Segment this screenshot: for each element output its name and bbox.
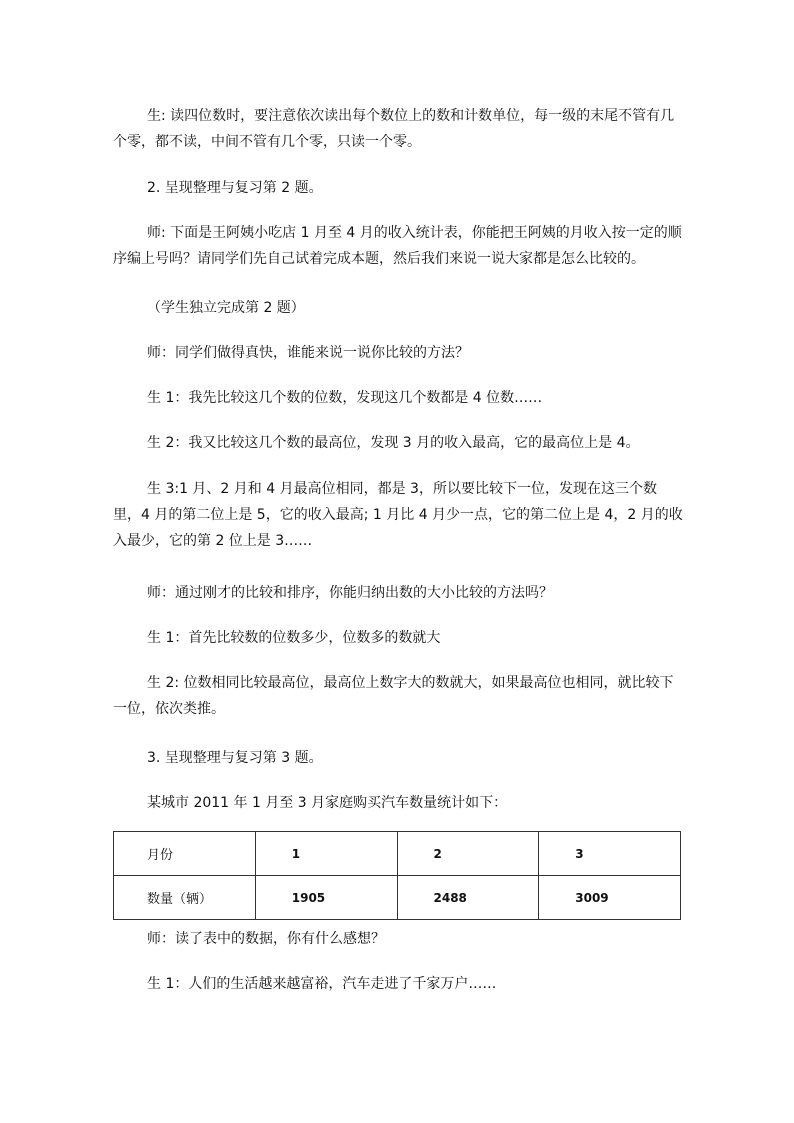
paragraph-section-2-heading: 2. 呈现整理与复习第 2 题。 — [147, 180, 323, 196]
paragraph-car-stats-intro: 某城市 2011 年 1 月至 3 月家庭购买汽车数量统计如下： — [147, 795, 508, 811]
table-cell: 1905 — [255, 876, 397, 920]
paragraph-teacher-income-question: 师: 下面是王阿姨小吃店 1 月至 4 月的收入统计表，你能把王阿姨的月收入按一定的顺序编上号吗？请同学们先自己试着完成本题，然后我们来说一说大家都是怎么比较的。 — [113, 225, 682, 267]
table-cell: 数量（辆） — [114, 876, 256, 920]
paragraph-student3-compare: 生 3:1 月、2 月和 4 月最高位相同，都是 3，所以要比较下一位，发现在这三个数里，4 月的第二位上是 5，它的收入最高; 1 月比 4 月少一点，它的第二位上是 4，2 月的收入最少，它的第 2 位上是 3…… — [113, 481, 683, 549]
table-header-cell: 3 — [539, 832, 681, 876]
paragraph-teacher-ask-method: 师：同学们做得真快，谁能来说一说你比较的方法？ — [147, 345, 469, 361]
paragraph-teacher-thoughts: 师：读了表中的数据，你有什么感想？ — [147, 931, 385, 947]
paragraph-student-reading-rule: 生: 读四位数时，要注意依次读出每个数位上的数和计数单位，每一级的末尾不管有几个零，都不读，中间不管有几个零，只读一个零。 — [113, 108, 675, 150]
paragraph-student2-highest: 生 2：我又比较这几个数的最高位，发现 3 月的收入最高，它的最高位上是 4。 — [147, 435, 640, 451]
table-header-cell: 2 — [397, 832, 539, 876]
paragraph-teacher-summarize: 师：通过刚才的比较和排序，你能归纳出数的大小比较的方法吗？ — [147, 585, 553, 601]
table-cell: 3009 — [539, 876, 681, 920]
paragraph-students-complete: （学生独立完成第 2 题） — [147, 300, 305, 316]
table-header-cell: 1 — [255, 832, 397, 876]
table-header-cell: 月份 — [114, 832, 256, 876]
table-cell: 2488 — [397, 876, 539, 920]
paragraph-student1-thoughts: 生 1：人们的生活越来越富裕，汽车走进了千家万户…… — [147, 976, 497, 992]
paragraph-section-3-heading: 3. 呈现整理与复习第 3 题。 — [147, 750, 323, 766]
table-row — [114, 876, 681, 920]
paragraph-student1-rule: 生 1：首先比较数的位数多少，位数多的数就大 — [147, 630, 441, 646]
paragraph-student2-rule: 生 2: 位数相同比较最高位，最高位上数字大的数就大，如果最高位也相同，就比较下一位，依次类推。 — [113, 675, 674, 717]
table-row — [114, 832, 681, 876]
car-purchase-table — [113, 831, 681, 920]
paragraph-student1-digits: 生 1：我先比较这几个数的位数，发现这几个数都是 4 位数…… — [147, 390, 543, 406]
